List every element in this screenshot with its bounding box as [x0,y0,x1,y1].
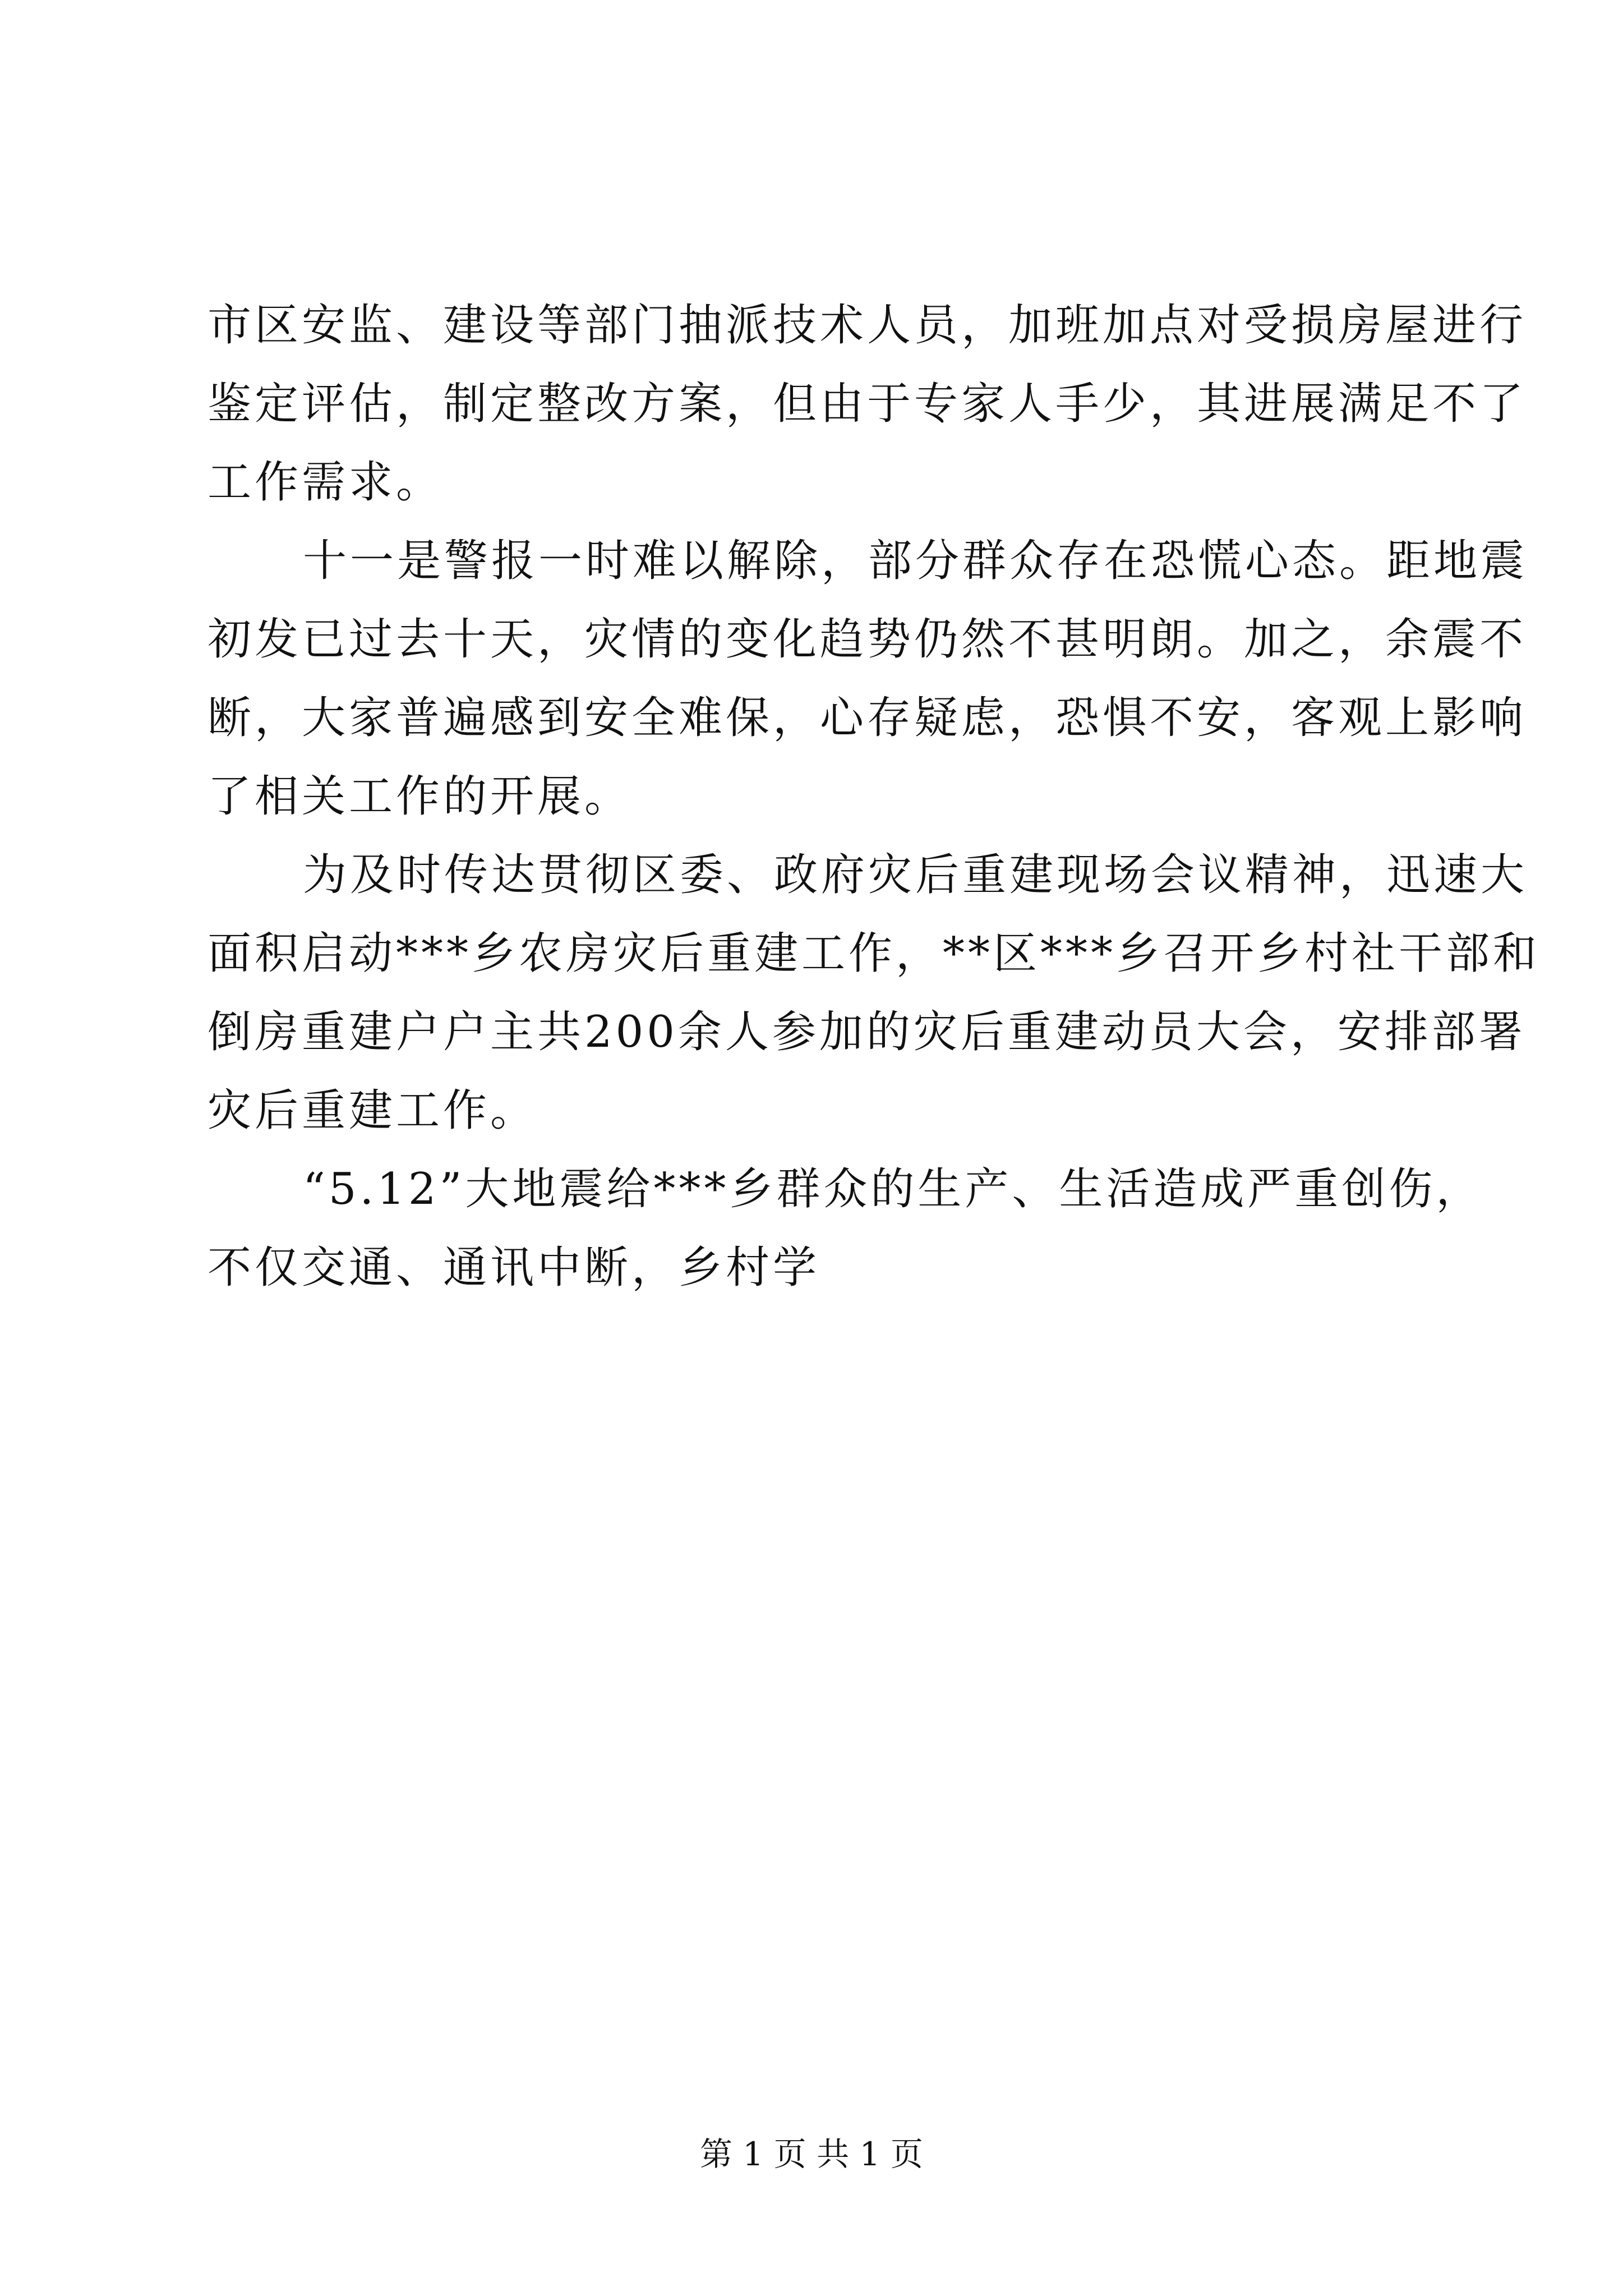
text-line: 面积启动***乡农房灾后重建工作，**区***乡召开乡村社干部和 [208,928,1541,979]
text-line: 倒房重建户户主共200余人参加的灾后重建动员大会，安排部署 [208,1007,1526,1057]
text-line: 了相关工作的开展。 [208,771,632,822]
text-line: 不仅交通、通讯中断，乡村学 [208,1243,820,1293]
text-line: 工作需求。 [208,457,444,508]
paragraph-start-line: “5.12”大地震给***乡群众的生产、生活造成严重创伤， [303,1164,1483,1214]
text-line: 初发已过去十天，灾情的变化趋势仍然不甚明朗。加之，余震不 [208,614,1527,665]
text-line: 市区安监、建设等部门抽派技术人员，加班加点对受损房屋进行 [208,300,1527,351]
text-line: 鉴定评估，制定整改方案，但由于专家人手少，其进展满足不了 [208,379,1527,429]
paragraph-start-line: 十一是警报一时难以解除，部分群众存在恐慌心态。距地震 [303,536,1528,586]
text-line: 断，大家普遍感到安全难保，心存疑虑，恐惧不安，客观上影响 [208,693,1527,743]
paragraph-start-line: 为及时传达贯彻区委、政府灾后重建现场会议精神，迅速大 [303,850,1528,900]
page-number-footer: 第 1 页 共 1 页 [700,2135,923,2173]
text-line: 灾后重建工作。 [208,1085,538,1136]
